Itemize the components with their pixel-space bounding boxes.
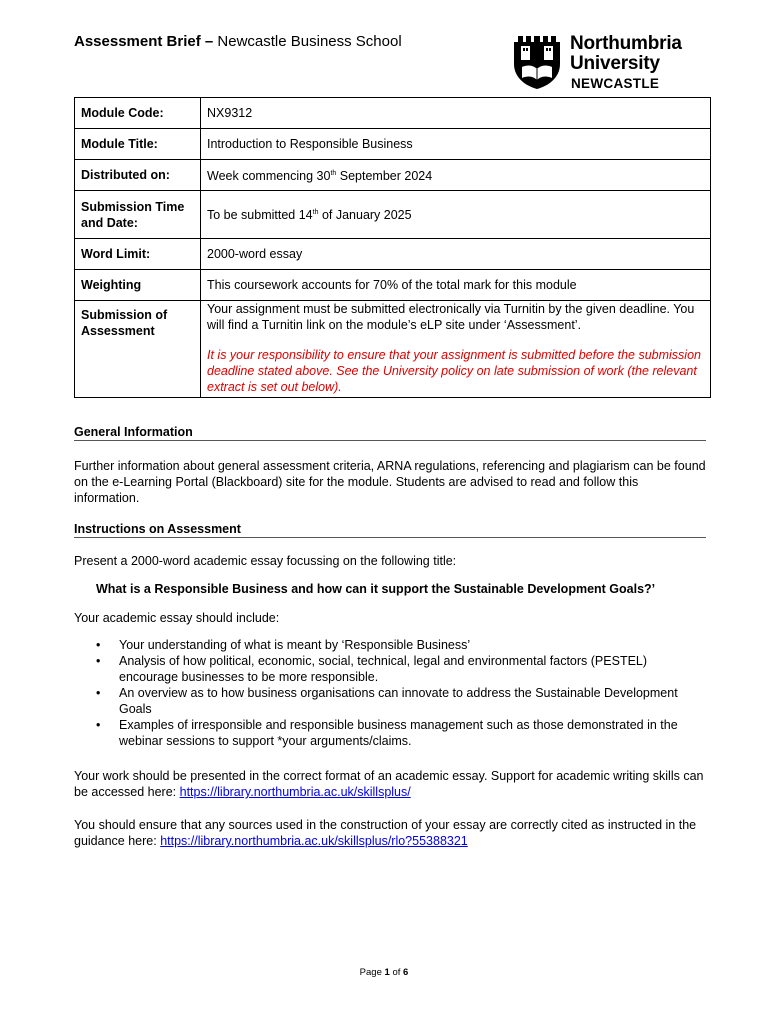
list-item: • An overview as to how business organisations can innovate to address the Sustainable Development Goals [74, 685, 704, 717]
module-code-value: NX9312 [201, 98, 711, 129]
page-footer [0, 967, 768, 978]
word-limit-value: 2000-word essay [201, 239, 711, 270]
university-logo [512, 34, 702, 92]
submission-label: Submission of Assessment [75, 301, 201, 398]
module-info-table [74, 97, 711, 398]
general-information-text: Further information about general assessment criteria, ARNA regulations, referencing and plagiarism can be found on the e-Learning Portal (Blackboard) site for the module. Students are advised to read and follow this information. [74, 459, 706, 505]
weighting-value: This coursework accounts for 70% of the total mark for this module [201, 270, 711, 301]
table-row [75, 239, 711, 270]
module-title-value: Introduction to Responsible Business [201, 129, 711, 160]
weighting-label: Weighting [75, 270, 201, 301]
format-text: Your work should be presented in the correct format of an academic essay. Support for academic writing skills can be accessed here: [74, 769, 704, 799]
module-code-label: Module Code: [75, 98, 201, 129]
list-item: • Your understanding of what is meant by ‘Responsible Business’ [74, 637, 704, 653]
table-row [75, 160, 711, 191]
submission-value [201, 301, 711, 398]
logo-line-3: NEWCASTLE [571, 76, 660, 91]
logo-line-2: University [570, 53, 660, 74]
title-bold: Assessment Brief – [74, 33, 214, 50]
submission-time-value: To be submitted 14th of January 2025 [201, 191, 711, 239]
list-item: • Analysis of how political, economic, social, technical, legal and environmental factors (PESTEL) encourage businesses to be more responsible. [74, 653, 704, 685]
page-number: 1 [384, 967, 390, 978]
instructions-intro: Present a 2000-word academic essay focussing on the following title: [74, 554, 457, 568]
table-row [75, 270, 711, 301]
distributed-label: Distributed on: [75, 160, 201, 191]
include-intro: Your academic essay should include: [74, 611, 280, 625]
requirements-list [74, 637, 704, 749]
sources-paragraph [74, 817, 706, 849]
sources-text: You should ensure that any sources used in the construction of your essay are correctly cited as instructed in the guidance here: [74, 818, 697, 848]
logo-line-1: Northumbria [570, 33, 682, 54]
word-limit-label: Word Limit: [75, 239, 201, 270]
title-rest: Newcastle Business School [217, 33, 402, 50]
crest-icon [512, 34, 562, 90]
submission-time-label: Submission Time and Date: [75, 191, 201, 239]
table-row [75, 191, 711, 239]
skills-plus-link[interactable]: https://library.northumbria.ac.uk/skillsplus/ [179, 785, 411, 799]
submission-text: Your assignment must be submitted electronically via Turnitin by the given deadline. You will find a Turnitin link on the module’s eLP site under ‘Assessment’. [207, 302, 695, 332]
module-title-label: Module Title: [75, 129, 201, 160]
table-row [75, 301, 711, 398]
list-item: • Examples of irresponsible and responsible business management such as those demonstrated in the webinar sessions to support *your arguments/claims. [74, 717, 704, 749]
table-row [75, 98, 711, 129]
citation-guidance-link[interactable]: https://library.northumbria.ac.uk/skillsplus/rlo?55388321 [160, 834, 468, 848]
page-word: Page [359, 967, 382, 978]
page-title [74, 33, 402, 50]
submission-warning: It is your responsibility to ensure that your assignment is submitted before the submission deadline stated above. See the University policy on late submission of work (the relevant extract is set out below). [207, 348, 701, 394]
table-row [75, 129, 711, 160]
general-information-heading: General Information [74, 425, 706, 441]
instructions-heading: Instructions on Assessment [74, 522, 706, 538]
distributed-value: Week commencing 30th September 2024 [201, 160, 711, 191]
essay-question: What is a Responsible Business and how can it support the Sustainable Development Goals?’ [96, 582, 656, 596]
of-word: of [392, 967, 401, 978]
format-paragraph [74, 768, 706, 800]
page-total: 6 [403, 967, 409, 978]
